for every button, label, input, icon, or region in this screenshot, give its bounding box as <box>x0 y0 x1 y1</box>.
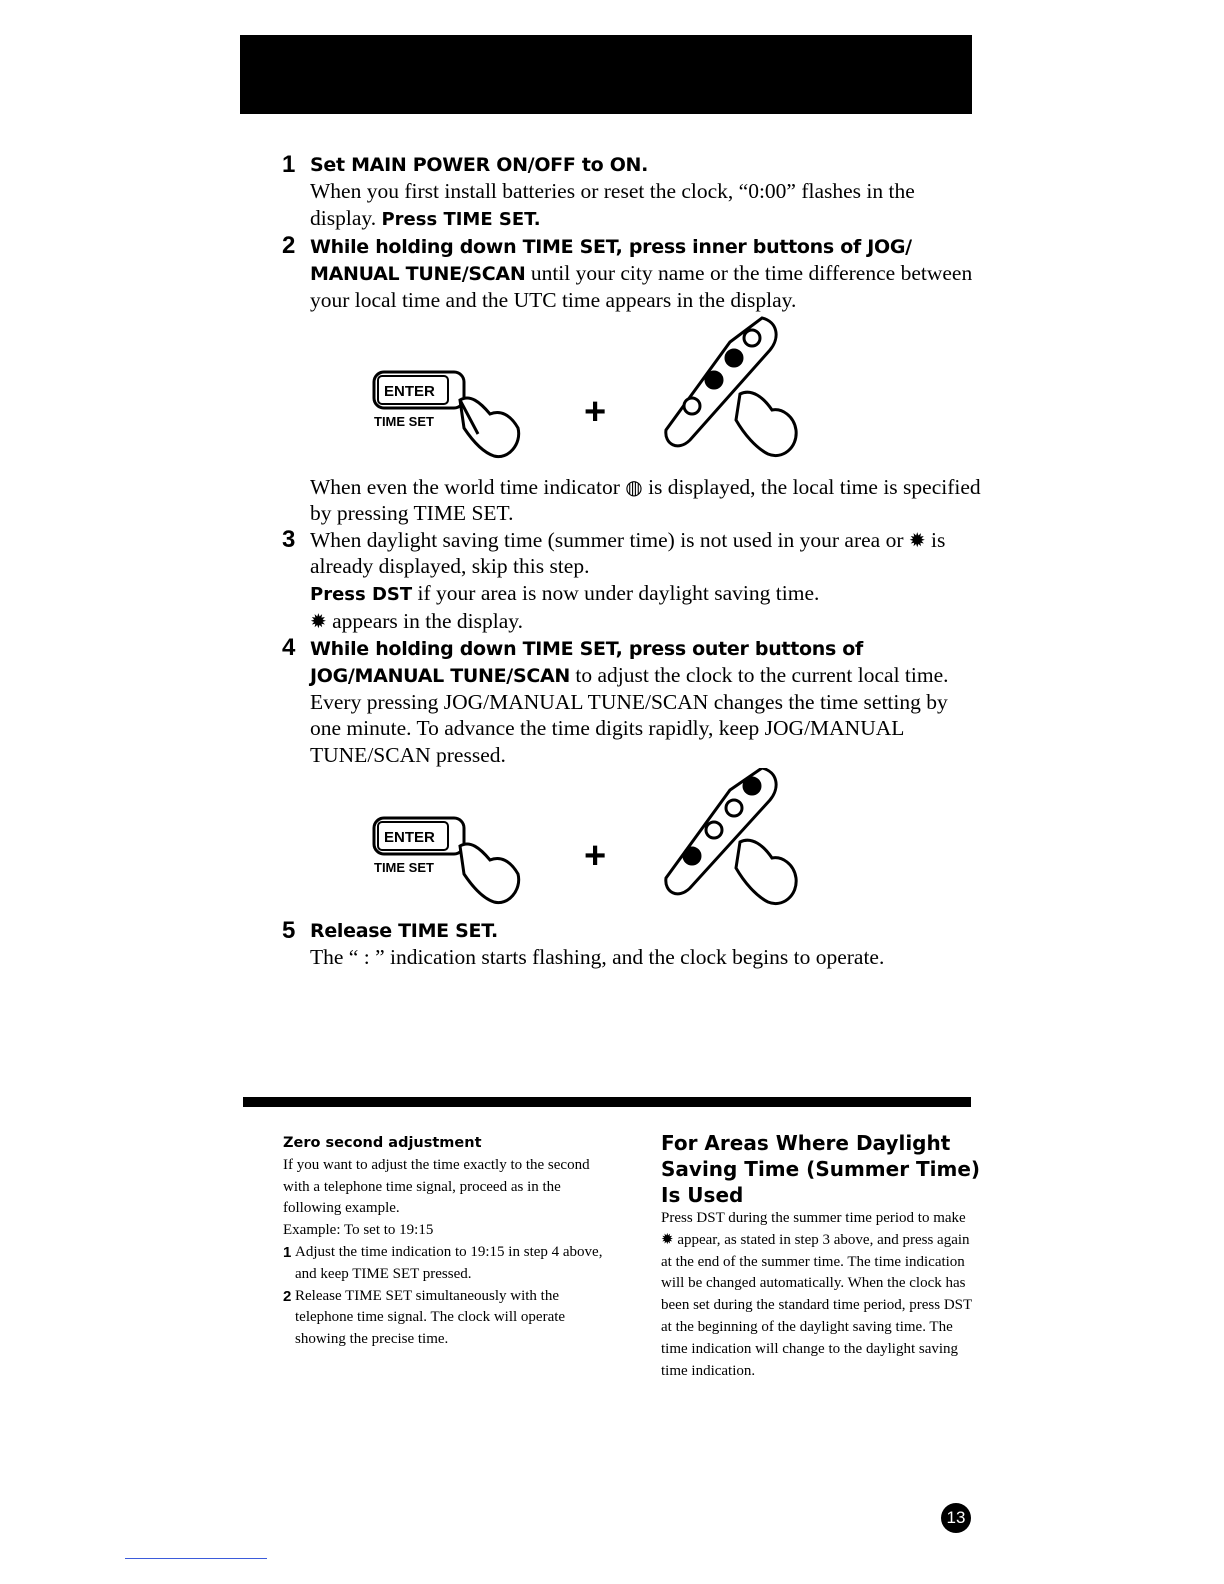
step-body: When you first install batteries or reset the clock, “0:00” flashes in the display. Press TIME SET. <box>310 179 915 230</box>
header-bar <box>240 35 972 114</box>
page-number: 13 <box>941 1503 971 1533</box>
step-number: 2 <box>282 232 296 259</box>
dst-areas-note <box>661 1130 981 1382</box>
svg-text:TIME SET: TIME SET <box>374 413 434 429</box>
step-number: 3 <box>282 525 296 553</box>
step-2 <box>282 233 982 314</box>
enter-button-icon <box>374 818 464 875</box>
step-heading: Set MAIN POWER ON/OFF to ON. <box>310 154 649 176</box>
step-4 <box>282 635 982 769</box>
world-time-indicator-icon: ◍ <box>625 476 643 499</box>
enter-button-icon <box>374 372 464 429</box>
list-item: 1 Adjust the time indication to 19:15 in step 4 above, and keep TIME SET pressed. <box>283 1243 603 1282</box>
step-body: When daylight saving time (summer time) is not used in your area or ✹ is already displayed, skip this step. Press DST if your area is now under daylight saving time. ✹ appears in the display. <box>310 527 946 633</box>
svg-text:+: + <box>584 835 607 877</box>
step-3 <box>282 527 982 635</box>
illustration-outer-buttons <box>282 768 982 918</box>
hand-press-icon <box>460 844 519 903</box>
note-title: Zero second adjustment <box>283 1135 482 1151</box>
list-item: 2 Release TIME SET simultaneously with the telephone time signal. The clock will operate showing the precise time. <box>283 1287 566 1348</box>
time-set-jog-outer-illustration <box>282 768 982 918</box>
svg-text:ENTER: ENTER <box>384 382 435 400</box>
hand-press-icon <box>460 397 519 456</box>
step-number: 4 <box>282 633 296 661</box>
svg-text:ENTER: ENTER <box>384 829 435 846</box>
hand-press-icon <box>736 840 796 903</box>
note-body: Press DST during the summer time period to make ✹ appear, as stated in step 3 above, and press again at the end of the summer time. The time indication will be changed automatically. When the clock has been set during the standard time period, press DST at the beginning of the daylight saving time. The time indication will change to the daylight saving time indication. <box>661 1210 972 1379</box>
illustration-inner-buttons <box>282 314 982 474</box>
section-rule <box>243 1097 971 1107</box>
step-body: While holding down TIME SET, press inner buttons of JOG/ MANUAL TUNE/SCAN until your city name or the time difference between your local time and the UTC time appears in the display. <box>310 236 973 312</box>
time-set-jog-inner-illustration <box>282 314 982 474</box>
hand-press-icon <box>736 392 796 455</box>
step-body: While holding down TIME SET, press outer buttons of JOG/MANUAL TUNE/SCAN to adjust the clock to the current local time. Every pressing JOG/MANUAL TUNE/SCAN changes the time setting by one minute. To advance the time digits rapidly, keep JOG/MANUAL TUNE/SCAN pressed. <box>310 637 949 767</box>
step-5 <box>282 918 982 971</box>
svg-text:TIME SET: TIME SET <box>374 860 434 875</box>
svg-text:+: + <box>584 390 607 433</box>
step-heading: Release TIME SET. <box>310 920 498 942</box>
steps-list <box>282 152 982 971</box>
zero-second-note <box>283 1133 603 1351</box>
step-number: 5 <box>282 917 296 944</box>
note-intro: If you want to adjust the time exactly to the second with a telephone time signal, proceed as in the following example. <box>283 1156 590 1217</box>
step-body: The “ : ” indication starts flashing, and the clock begins to operate. <box>310 945 885 969</box>
dst-sun-icon: ✹ <box>908 529 926 552</box>
press-time-set: Press TIME SET. <box>381 208 541 230</box>
dst-sun-icon: ✹ <box>661 1231 674 1248</box>
note-title: For Areas Where Daylight Saving Time (Summer Time) Is Used <box>661 1131 981 1207</box>
footer-line <box>125 1558 267 1559</box>
note-example: Example: To set to 19:15 <box>283 1222 434 1239</box>
step-1 <box>282 152 982 233</box>
step-number: 1 <box>282 151 296 178</box>
dst-sun-icon: ✹ <box>310 611 327 633</box>
world-time-note: When even the world time indicator ◍ is displayed, the local time is specified by pressing TIME SET. <box>310 474 981 525</box>
